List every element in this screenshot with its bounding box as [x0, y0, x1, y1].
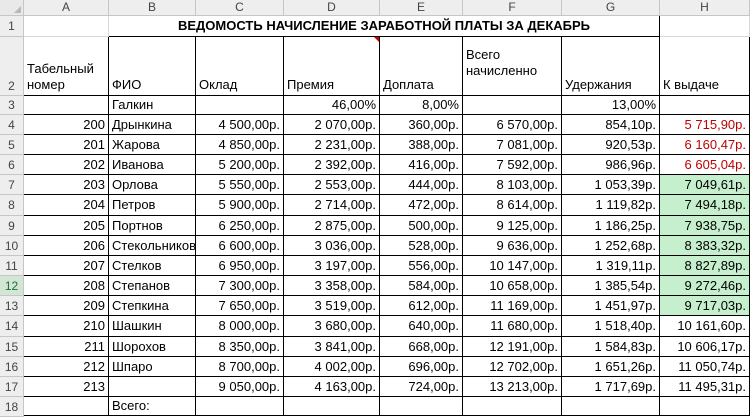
cell-doplata[interactable]: 416,00р. — [380, 155, 463, 175]
cell-tab-number[interactable]: 204 — [24, 195, 109, 216]
row-header-8[interactable]: 8 — [0, 195, 24, 216]
row-header-15[interactable]: 15 — [0, 337, 24, 357]
cell-k-vydache[interactable]: 7 049,61р. — [660, 175, 750, 195]
cell-premia[interactable]: 3 197,00р. — [284, 256, 380, 276]
cell-tab-number[interactable]: 207 — [24, 256, 109, 276]
cell-e18[interactable] — [380, 397, 463, 416]
cell-fio[interactable]: Стекольников — [109, 236, 196, 256]
cell-premia[interactable]: 2 231,00р. — [284, 135, 380, 155]
row-header-18[interactable]: 18 — [0, 397, 24, 417]
cell-k-vydache[interactable]: 7 938,75р. — [660, 216, 750, 236]
cell-f3[interactable] — [463, 96, 562, 115]
cell-h1[interactable] — [660, 16, 750, 37]
cell-vsego[interactable]: 7 081,00р. — [463, 135, 562, 155]
row-header-16[interactable]: 16 — [0, 357, 24, 377]
cell-doplata[interactable]: 472,00р. — [380, 195, 463, 216]
cell-vsego[interactable]: 12 191,00р. — [463, 337, 562, 357]
cell-oklad[interactable]: 9 050,00р. — [196, 377, 284, 397]
cell-vsego[interactable]: 12 702,00р. — [463, 357, 562, 377]
header-oklad[interactable] — [196, 37, 284, 96]
header-tab-line1: Табельный — [27, 61, 94, 76]
row-header-7[interactable]: 7 — [0, 175, 24, 195]
row-header-10[interactable]: 10 — [0, 236, 24, 256]
header-oklad-text: Оклад — [199, 77, 238, 92]
cell-oklad[interactable]: 7 650,00р. — [196, 296, 284, 316]
cell-tab-number[interactable]: 201 — [24, 135, 109, 155]
column-header-e[interactable]: E — [380, 0, 463, 16]
row-header-3[interactable]: 3 — [0, 96, 24, 115]
header-premia[interactable] — [284, 37, 380, 96]
column-header-g[interactable]: G — [562, 0, 660, 16]
cell-fio[interactable]: Степкина — [109, 296, 196, 316]
cell-tab-number[interactable]: 211 — [24, 337, 109, 357]
cell-tab-number[interactable]: 208 — [24, 276, 109, 296]
cell-doplata[interactable]: 724,00р. — [380, 377, 463, 397]
cell-k-vydache[interactable]: 9 717,03р. — [660, 296, 750, 316]
cell-vsego[interactable]: 13 213,00р. — [463, 377, 562, 397]
cell-uderzhania[interactable]: 1 385,54р. — [562, 276, 660, 296]
header-k-vydache[interactable] — [660, 37, 750, 96]
cell-doplata[interactable]: 612,00р. — [380, 296, 463, 316]
cell-tab-number[interactable]: 210 — [24, 316, 109, 337]
select-all-corner[interactable] — [0, 0, 24, 16]
cell-premia[interactable]: 3 036,00р. — [284, 236, 380, 256]
cell-premia-pct[interactable]: 46,00% — [284, 96, 380, 115]
cell-tab-number[interactable]: 209 — [24, 296, 109, 316]
header-vsego-line2: начисленно — [466, 63, 538, 78]
cell-k-vydache[interactable]: 9 272,46р. — [660, 276, 750, 296]
cell-galkin[interactable]: Галкин — [109, 96, 196, 115]
cell-vsego[interactable]: 10 147,00р. — [463, 256, 562, 276]
row-header-14[interactable]: 14 — [0, 316, 24, 337]
cell-oklad[interactable]: 6 250,00р. — [196, 216, 284, 236]
cell-premia[interactable]: 2 392,00р. — [284, 155, 380, 175]
cell-fio[interactable]: Шорохов — [109, 337, 196, 357]
column-header-d[interactable]: D — [284, 0, 380, 16]
cell-premia[interactable]: 4 163,00р. — [284, 377, 380, 397]
title-cell[interactable]: ВЕДОМОСТЬ НАЧИСЛЕНИЕ ЗАРАБОТНОЙ ПЛАТЫ ЗА ДЕКАБРЬ — [109, 16, 660, 37]
cell-doplata[interactable]: 584,00р. — [380, 276, 463, 296]
cell-fio[interactable]: Портнов — [109, 216, 196, 236]
header-uderzhania-text: Удержания — [565, 77, 632, 92]
cell-tab-number[interactable]: 200 — [24, 115, 109, 135]
cell-c3[interactable] — [196, 96, 284, 115]
cell-vsego[interactable]: 8 103,00р. — [463, 175, 562, 195]
comment-indicator-icon — [374, 37, 379, 42]
cell-vsego[interactable]: 9 125,00р. — [463, 216, 562, 236]
cell-h3[interactable] — [660, 96, 750, 115]
cell-uderzhania[interactable]: 986,96р. — [562, 155, 660, 175]
cell-uderzhania[interactable]: 1 319,11р. — [562, 256, 660, 276]
cell-doplata[interactable]: 556,00р. — [380, 256, 463, 276]
cell-fio[interactable]: Дрынкина — [109, 115, 196, 135]
cell-oklad[interactable]: 6 600,00р. — [196, 236, 284, 256]
cell-fio[interactable]: Жарова — [109, 135, 196, 155]
total-label[interactable]: Всего: — [109, 397, 196, 416]
cell-k-vydache[interactable]: 6 160,47р. — [660, 135, 750, 155]
cell-vsego[interactable]: 9 636,00р. — [463, 236, 562, 256]
header-vsego-line1: Всего — [466, 47, 501, 62]
cell-vsego[interactable]: 7 592,00р. — [463, 155, 562, 175]
row-header-1[interactable]: 1 — [0, 16, 24, 37]
cell-tab-number[interactable]: 202 — [24, 155, 109, 175]
cell-fio[interactable]: Петров — [109, 195, 196, 216]
cell-g18[interactable] — [562, 397, 660, 416]
row-header-17[interactable]: 17 — [0, 377, 24, 397]
header-tab-number[interactable] — [24, 37, 109, 96]
header-tab-line2: номер — [27, 77, 65, 92]
cell-premia[interactable]: 4 002,00р. — [284, 357, 380, 377]
cell-fio[interactable]: Шпаро — [109, 357, 196, 377]
cell-tab-number[interactable]: 205 — [24, 216, 109, 236]
cell-k-vydache[interactable]: 8 827,89р. — [660, 256, 750, 276]
column-header-a[interactable]: A — [24, 0, 109, 16]
cell-tab-number[interactable]: 213 — [24, 377, 109, 397]
cell-vsego[interactable]: 10 658,00р. — [463, 276, 562, 296]
cell-premia[interactable]: 2 553,00р. — [284, 175, 380, 195]
row-header-2[interactable]: 2 — [0, 37, 24, 96]
cell-d18[interactable] — [284, 397, 380, 416]
cell-tab-number[interactable]: 203 — [24, 175, 109, 195]
cell-f18[interactable] — [463, 397, 562, 416]
header-fio[interactable] — [109, 37, 196, 96]
header-premia-text: Премия — [287, 77, 335, 92]
cell-premia[interactable]: 2 714,00р. — [284, 195, 380, 216]
cell-doplata[interactable]: 360,00р. — [380, 115, 463, 135]
cell-premia[interactable]: 3 680,00р. — [284, 316, 380, 337]
cell-premia[interactable]: 2 875,00р. — [284, 216, 380, 236]
cell-a1[interactable] — [24, 16, 109, 37]
cell-oklad[interactable]: 8 350,00р. — [196, 337, 284, 357]
cell-doplata[interactable]: 388,00р. — [380, 135, 463, 155]
cell-oklad[interactable]: 4 850,00р. — [196, 135, 284, 155]
row-header-4[interactable]: 4 — [0, 115, 24, 135]
cell-premia[interactable]: 3 519,00р. — [284, 296, 380, 316]
row-header-5[interactable]: 5 — [0, 135, 24, 155]
cell-fio[interactable]: Стелков — [109, 256, 196, 276]
cell-oklad[interactable]: 8 000,00р. — [196, 316, 284, 337]
cell-doplata-pct[interactable]: 8,00% — [380, 96, 463, 115]
cell-tab-number[interactable]: 206 — [24, 236, 109, 256]
cell-k-vydache[interactable]: 6 605,04р. — [660, 155, 750, 175]
cell-vsego[interactable]: 11 169,00р. — [463, 296, 562, 316]
header-uderzhania[interactable] — [562, 37, 660, 96]
row-header-11[interactable]: 11 — [0, 256, 24, 276]
row-header-12[interactable]: 12 — [0, 276, 24, 296]
cell-fio[interactable]: Шашкин — [109, 316, 196, 337]
cell-vsego[interactable]: 8 614,00р. — [463, 195, 562, 216]
cell-uderzhania[interactable]: 1 518,40р. — [562, 316, 660, 337]
cell-uderzhania[interactable]: 1 252,68р. — [562, 236, 660, 256]
cell-uderzhania[interactable]: 1 119,82р. — [562, 195, 660, 216]
cell-k-vydache[interactable]: 10 161,60р. — [660, 316, 750, 337]
cell-fio[interactable]: Орлова — [109, 175, 196, 195]
cell-tab-number[interactable]: 212 — [24, 357, 109, 377]
cell-oklad[interactable]: 6 950,00р. — [196, 256, 284, 276]
header-doplata[interactable] — [380, 37, 463, 96]
cell-doplata[interactable]: 696,00р. — [380, 357, 463, 377]
cell-doplata[interactable]: 500,00р. — [380, 216, 463, 236]
cell-uderzhania[interactable]: 1 451,97р. — [562, 296, 660, 316]
cell-k-vydache[interactable]: 10 606,17р. — [660, 337, 750, 357]
cell-uderzhania[interactable]: 854,10р. — [562, 115, 660, 135]
cell-doplata[interactable]: 668,00р. — [380, 337, 463, 357]
column-header-h[interactable]: H — [660, 0, 750, 16]
cell-vsego[interactable]: 6 570,00р. — [463, 115, 562, 135]
cell-vsego[interactable]: 11 680,00р. — [463, 316, 562, 337]
cell-fio[interactable]: Иванова — [109, 155, 196, 175]
cell-doplata[interactable]: 528,00р. — [380, 236, 463, 256]
column-header-f[interactable]: F — [463, 0, 562, 16]
cell-premia[interactable]: 3 358,00р. — [284, 276, 380, 296]
cell-oklad[interactable]: 5 900,00р. — [196, 195, 284, 216]
row-header-13[interactable]: 13 — [0, 296, 24, 316]
cell-uderzhania[interactable]: 1 651,26р. — [562, 357, 660, 377]
cell-k-vydache[interactable]: 7 494,18р. — [660, 195, 750, 216]
cell-doplata[interactable]: 444,00р. — [380, 175, 463, 195]
cell-k-vydache[interactable]: 11 495,31р. — [660, 377, 750, 397]
cell-uderzhania[interactable]: 1 186,25р. — [562, 216, 660, 236]
cell-k-vydache[interactable]: 11 050,74р. — [660, 357, 750, 377]
cell-c18[interactable] — [196, 397, 284, 416]
header-k-vydache-text: К выдаче — [663, 77, 719, 92]
column-header-b[interactable]: B — [109, 0, 196, 16]
cell-a18[interactable] — [24, 397, 109, 416]
cell-premia[interactable]: 2 070,00р. — [284, 115, 380, 135]
cell-uderzhania[interactable]: 1 584,83р. — [562, 337, 660, 357]
cell-doplata[interactable]: 640,00р. — [380, 316, 463, 337]
cell-fio[interactable] — [109, 377, 196, 397]
cell-oklad[interactable]: 5 550,00р. — [196, 175, 284, 195]
cell-oklad[interactable]: 4 500,00р. — [196, 115, 284, 135]
cell-oklad[interactable]: 5 200,00р. — [196, 155, 284, 175]
header-fio-text: ФИО — [112, 77, 142, 92]
cell-k-vydache[interactable]: 5 715,90р. — [660, 115, 750, 135]
cell-k-vydache[interactable]: 8 383,32р. — [660, 236, 750, 256]
cell-a3[interactable] — [24, 96, 109, 115]
cell-uderzhania[interactable]: 1 717,69р. — [562, 377, 660, 397]
cell-uderzhania[interactable]: 920,53р. — [562, 135, 660, 155]
column-header-c[interactable]: C — [196, 0, 284, 16]
cell-oklad[interactable]: 8 700,00р. — [196, 357, 284, 377]
cell-uderzhania[interactable]: 1 053,39р. — [562, 175, 660, 195]
cell-uderzh-pct[interactable]: 13,00% — [562, 96, 660, 115]
row-header-9[interactable]: 9 — [0, 216, 24, 236]
cell-oklad[interactable]: 7 300,00р. — [196, 276, 284, 296]
cell-premia[interactable]: 3 841,00р. — [284, 337, 380, 357]
cell-fio[interactable]: Степанов — [109, 276, 196, 296]
cell-h18[interactable] — [660, 397, 750, 416]
header-doplata-text: Доплата — [383, 77, 434, 92]
header-vsego[interactable] — [463, 37, 562, 96]
row-header-6[interactable]: 6 — [0, 155, 24, 175]
